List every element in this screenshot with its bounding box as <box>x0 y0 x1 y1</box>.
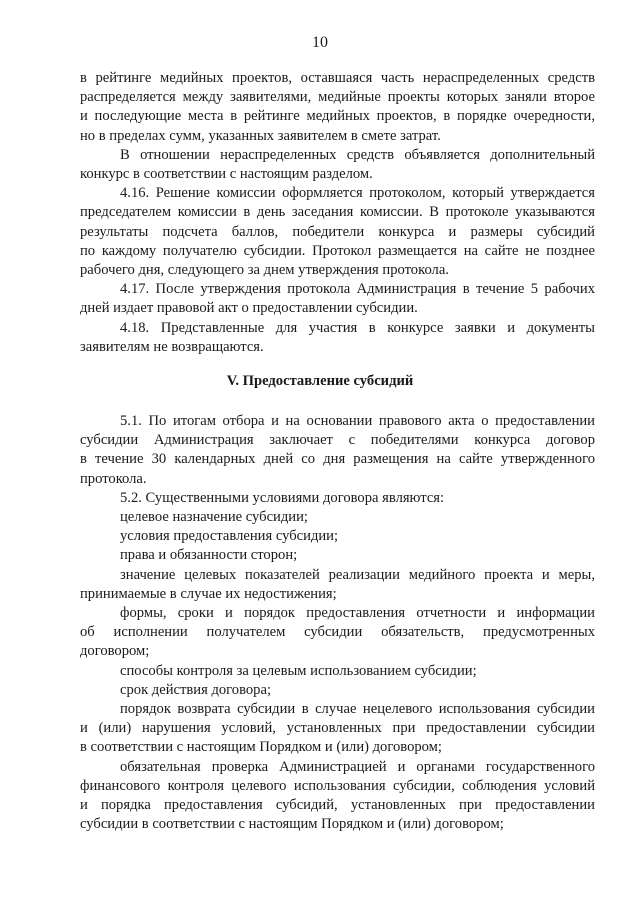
body-text-top <box>80 69 595 357</box>
body-text-section <box>80 412 595 834</box>
text-line: субсидии Администрация заключает с победителями конкурса договор <box>80 432 595 449</box>
text-line: значение целевых показателей реализации медийного проекта и меры, <box>120 566 595 583</box>
text-line: порядок возврата субсидии в случае нецелевого использования субсидии <box>120 701 595 718</box>
list-item <box>80 662 595 681</box>
list-item <box>80 758 595 835</box>
list-item <box>80 700 595 758</box>
text-line: условия предоставления субсидии; <box>120 528 339 545</box>
page-number: 10 <box>312 34 328 51</box>
text-line: в течение 30 календарных дней со дня размещения на сайте утвержденного <box>80 451 595 468</box>
text-line: 5.2. Существенными условиями договора являются: <box>120 489 445 506</box>
text-line: и порядка предоставления субсидий, установленных при предоставлении <box>80 797 595 814</box>
text-line: результаты подсчета баллов, победители конкурса и размеры субсидий <box>80 223 595 240</box>
list-item <box>80 604 595 662</box>
text-line: В отношении нераспределенных средств объявляется дополнительный <box>120 146 595 163</box>
text-line: обязательная проверка Администрацией и органами государственного <box>120 758 595 775</box>
text-line: 4.16. Решение комиссии оформляется протоколом, который утверждается <box>120 185 595 202</box>
paragraph-4-17 <box>80 280 595 318</box>
text-line: срок действия договора; <box>120 681 271 698</box>
list-item <box>80 681 595 700</box>
text-line: и (или) нарушения условий, установленных при предоставлении субсидии <box>80 720 595 737</box>
text-line: 4.17. После утверждения протокола Администрация в течение 5 рабочих <box>120 281 595 298</box>
text-line: протокола. <box>80 470 147 487</box>
paragraph <box>80 146 595 184</box>
list-item <box>80 546 595 565</box>
text-line: в соответствии с настоящим Порядком и (или) договором; <box>80 739 442 756</box>
text-line: формы, сроки и порядок предоставления отчетности и информации <box>120 605 595 622</box>
paragraph-5-1 <box>80 412 595 489</box>
list-item <box>80 566 595 604</box>
text-line: способы контроля за целевым использованием субсидии; <box>120 662 477 679</box>
text-line: 4.18. Представленные для участия в конкурсе заявки и документы <box>120 319 595 336</box>
text-line: заявителям не возвращаются. <box>80 338 264 355</box>
text-line: целевое назначение субсидии; <box>120 509 308 526</box>
text-line: договором; <box>80 643 150 660</box>
text-line: конкурс в соответствии с настоящим разделом. <box>80 166 373 183</box>
text-line: дней издает правовой акт о предоставлении субсидии. <box>80 300 418 317</box>
text-line: рабочего дня, следующего за днем утверждения протокола. <box>80 262 449 279</box>
text-line: но в пределах сумм, указанных заявителем в смете затрат. <box>80 127 441 144</box>
text-line: и последующие места в рейтинге медийных проектов, в порядке очередности, <box>80 108 595 125</box>
paragraph-5-2 <box>80 489 595 508</box>
paragraph-4-16 <box>80 184 595 280</box>
text-line: распределяется между заявителями, медийные проекты которых заняли второе <box>80 89 595 106</box>
text-line: председателем комиссии в день заседания комиссии. В протоколе указываются <box>80 204 595 221</box>
text-line: по каждому получателю субсидии. Протокол размещается на сайте не позднее <box>80 242 595 259</box>
text-line: субсидии в соответствии с настоящим Порядком и (или) договором; <box>80 816 504 833</box>
text-line: принимаемые в случае их недостижения; <box>80 585 337 602</box>
text-line: в рейтинге медийных проектов, оставшаяся часть нераспределенных средств <box>80 70 595 86</box>
text-line: права и обязанности сторон; <box>120 547 298 564</box>
list-item <box>80 508 595 527</box>
paragraph-4-18 <box>80 319 595 357</box>
text-line: финансового контроля целевого использования субсидии, соблюдения условий <box>80 777 595 794</box>
section-title: V. Предоставление субсидий <box>226 373 414 389</box>
text-line: 5.1. По итогам отбора и на основании правового акта о предоставлении <box>120 413 595 429</box>
paragraph <box>80 69 595 146</box>
text-line: об исполнении получателем субсидии обязательств, предусмотренных <box>80 624 595 641</box>
list-item <box>80 527 595 546</box>
